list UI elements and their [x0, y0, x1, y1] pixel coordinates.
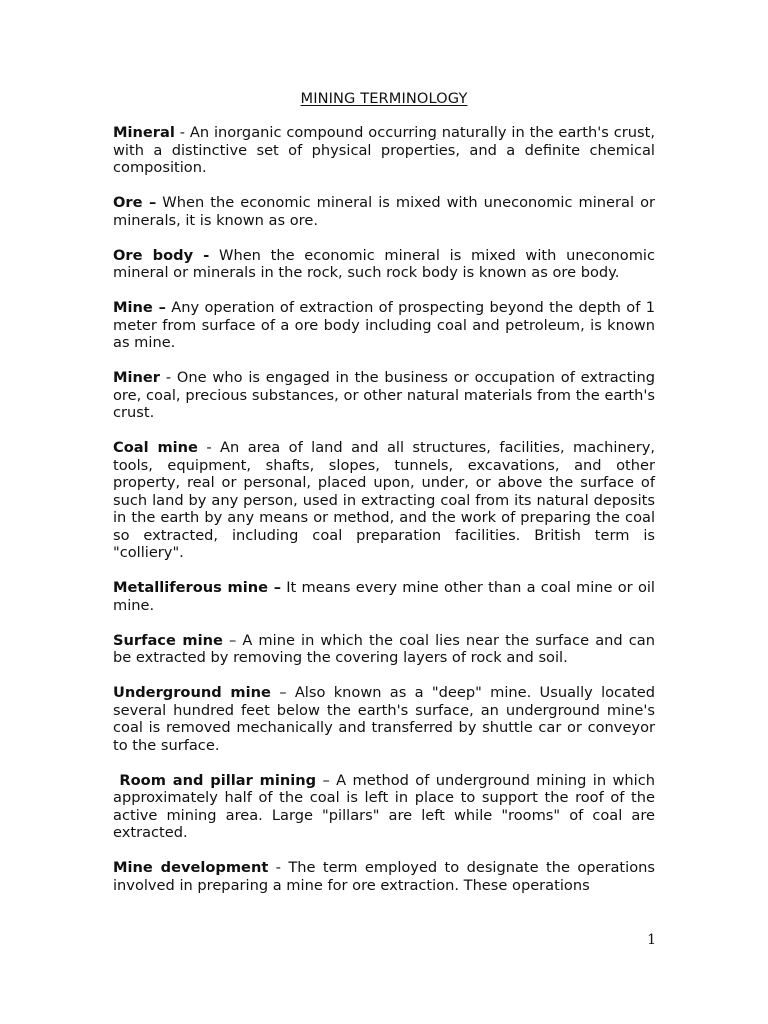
definition-coal-mine: - An area of land and all structures, facilities, machinery, tools, equipment, shafts, slopes, tunnels, excavations, and other property, real or personal, placed upon, under, or above the surface of such land by any person, used in extracting coal from its natural deposits in the earth by any means or method, and the work of preparing the coal so extracted, including coal preparation facilities. British term is "colliery". — [113, 439, 655, 562]
document-title: MINING TERMINOLOGY — [300, 90, 468, 107]
term-miner: Miner — [113, 369, 161, 387]
term-room-and-pillar-mining: Room and pillar mining — [119, 771, 317, 789]
definition-room-and-pillar-mining: – A method of underground mining in which approximately half of the coal is left in place to support the roof of the active mining area. Large "pillars" are left while "rooms" of coal are extracted. — [113, 771, 656, 842]
entry-mine-development — [113, 859, 655, 894]
definition-mineral: - An inorganic compound occurring naturally in the earth's crust, with a distinctive set of physical properties, and a definite chemical composition. — [113, 124, 655, 177]
entry-mine — [113, 299, 655, 352]
definition-underground-mine: – Also known as a "deep" mine. Usually located several hundred feet below the earth's surface, an underground mine's coal is removed mechanically and transferred by shuttle car or conveyor to the surface. — [113, 684, 655, 754]
term-metalliferous-mine: Metalliferous mine – — [113, 579, 281, 597]
definition-metalliferous-mine: It means every mine other than a coal mine or oil mine. — [113, 579, 655, 614]
page-number: 1 — [647, 932, 656, 948]
term-underground-mine: Underground mine — [113, 684, 271, 702]
entry-underground-mine — [113, 684, 655, 754]
entry-coal-mine — [113, 439, 655, 562]
entry-room-and-pillar-mining — [113, 772, 655, 842]
entry-mineral — [113, 124, 655, 177]
terminology-list — [113, 124, 655, 912]
term-mineral: Mineral — [113, 124, 175, 141]
definition-mine-development: - The term employed to designate the operations involved in preparing a mine for ore extraction. These operations — [113, 859, 655, 894]
entry-metalliferous-mine — [113, 579, 655, 614]
definition-surface-mine: – A mine in which the coal lies near the surface and can be extracted by removing the covering layers of rock and soil. — [113, 631, 655, 667]
definition-miner: - One who is engaged in the business or occupation of extracting ore, coal, precious substances, or other natural materials from the earth's crust. — [113, 369, 655, 422]
term-surface-mine: Surface mine — [113, 631, 223, 649]
term-mine-development: Mine development — [113, 859, 269, 877]
term-mine: Mine – — [113, 299, 166, 316]
term-coal-mine: Coal mine — [113, 439, 198, 457]
entry-ore-body — [113, 247, 655, 282]
entry-ore — [113, 194, 655, 229]
entry-miner — [113, 369, 655, 422]
term-ore: Ore – — [113, 194, 157, 212]
definition-ore-body: When the economic mineral is mixed with uneconomic mineral or minerals in the rock, such rock body is known as ore body. — [113, 246, 656, 282]
definition-mine: Any operation of extraction of prospecting beyond the depth of 1 meter from surface of a ore body including coal and petroleum, is known as mine. — [113, 299, 655, 352]
entry-surface-mine — [113, 632, 655, 667]
definition-ore: When the economic mineral is mixed with uneconomic mineral or minerals, it is known as ore. — [113, 194, 655, 229]
term-ore-body: Ore body - — [113, 246, 210, 264]
